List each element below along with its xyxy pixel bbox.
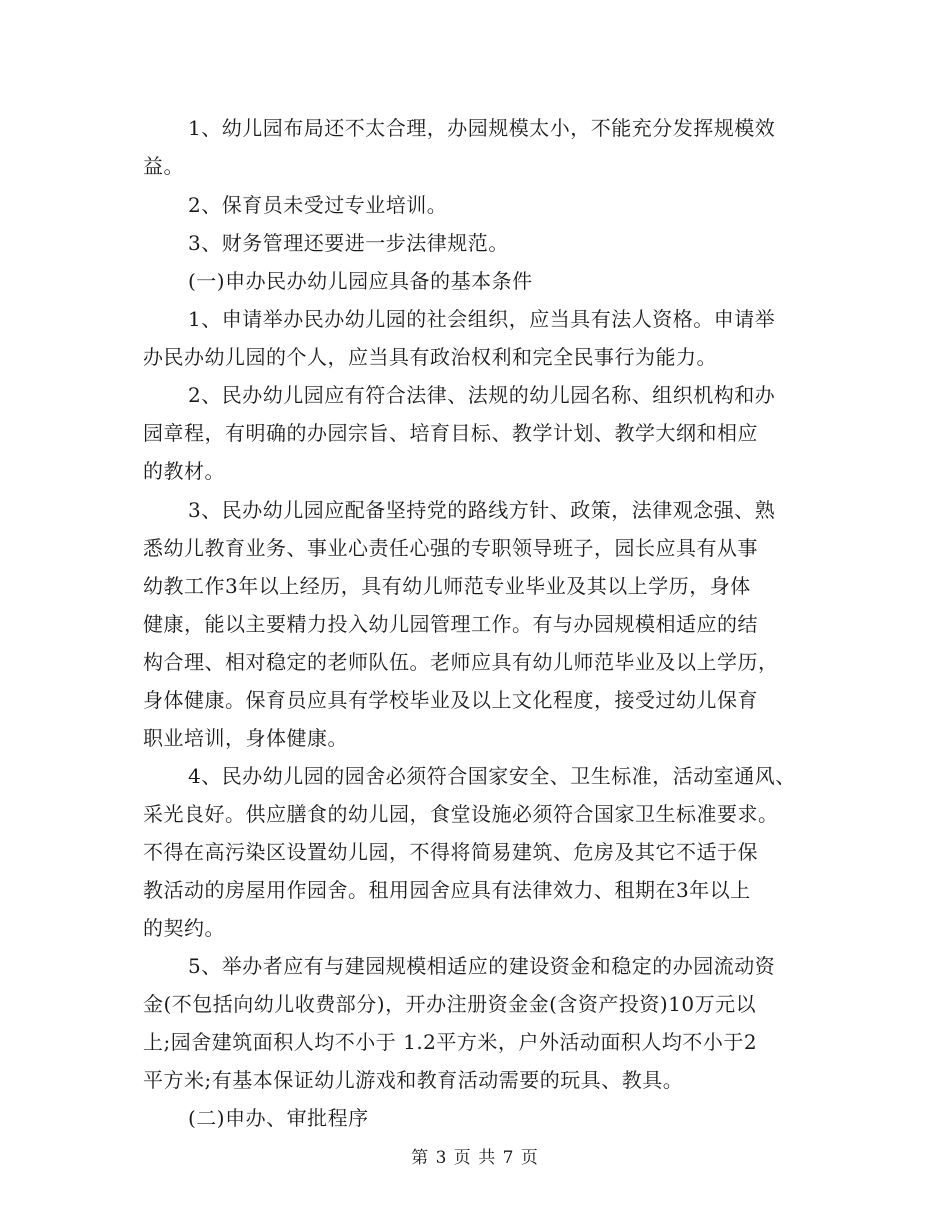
- paragraph-line: 1、幼儿园布局还不太合理，办园规模太小，不能充分发挥规模效: [188, 116, 776, 140]
- page-number-footer: 第 3 页 共 7 页: [411, 1148, 539, 1168]
- paragraph-line: 健康，能以主要精力投入幼儿园管理工作。有与办园规模相适应的结: [143, 612, 758, 636]
- paragraph-line: 的契约。: [143, 916, 225, 940]
- paragraph-line: 1、申请举办民办幼儿园的社会组织，应当具有法人资格。申请举: [188, 307, 776, 331]
- section-heading: (二)申办、审批程序: [188, 1106, 369, 1130]
- paragraph-line: 4、民办幼儿园的园舍必须符合国家安全、卫生标准，活动室通风、: [188, 764, 796, 788]
- paragraph-line: 上;园舍建筑面积人均不小于 1.2平方米，户外活动面积人均不小于2: [143, 1030, 758, 1054]
- paragraph-line: 身体健康。保育员应具有学校毕业及以上文化程度，接受过幼儿保育: [143, 688, 758, 712]
- paragraph-line: 采光良好。供应膳食的幼儿园，食堂设施必须符合国家卫生标准要求。: [143, 802, 779, 826]
- paragraph-line: 2、保育员未受过专业培训。: [188, 193, 448, 217]
- paragraph-line: 幼教工作3年以上经历，具有幼儿师范专业毕业及其以上学历，身体: [143, 574, 751, 598]
- paragraph-line: 职业培训，身体健康。: [143, 726, 348, 750]
- paragraph-line: 不得在高污染区设置幼儿园，不得将简易建筑、危房及其它不适于保: [143, 840, 758, 864]
- paragraph-line: 构合理、相对稳定的老师队伍。老师应具有幼儿师范毕业及以上学历，: [143, 650, 779, 674]
- paragraph-line: 3、民办幼儿园应配备坚持党的路线方针、政策，法律观念强、熟: [188, 498, 776, 522]
- section-heading: (一)申办民办幼儿园应具备的基本条件: [188, 269, 533, 293]
- paragraph-line: 悉幼儿教育业务、事业心责任心强的专职领导班子，园长应具有从事: [143, 536, 758, 560]
- paragraph-line: 教活动的房屋用作园舍。租用园舍应具有法律效力、租期在3年以上: [143, 878, 751, 902]
- paragraph-line: 平方米;有基本保证幼儿游戏和教育活动需要的玩具、教具。: [143, 1068, 684, 1092]
- paragraph-line: 3、财务管理还要进一步法律规范。: [188, 231, 509, 255]
- paragraph-line: 2、民办幼儿园应有符合法律、法规的幼儿园名称、组织机构和办: [188, 383, 776, 407]
- paragraph-line: 益。: [143, 154, 184, 178]
- paragraph-line: 的教材。: [143, 459, 225, 483]
- paragraph-line: 5、举办者应有与建园规模相适应的建设资金和稳定的办园流动资: [188, 954, 776, 978]
- paragraph-line: 园章程，有明确的办园宗旨、培育目标、教学计划、教学大纲和相应: [143, 421, 758, 445]
- paragraph-line: 金(不包括向幼儿收费部分)，开办注册资金金(含资产投资)10万元以: [143, 992, 757, 1016]
- paragraph-line: 办民办幼儿园的个人，应当具有政治权利和完全民事行为能力。: [143, 345, 717, 369]
